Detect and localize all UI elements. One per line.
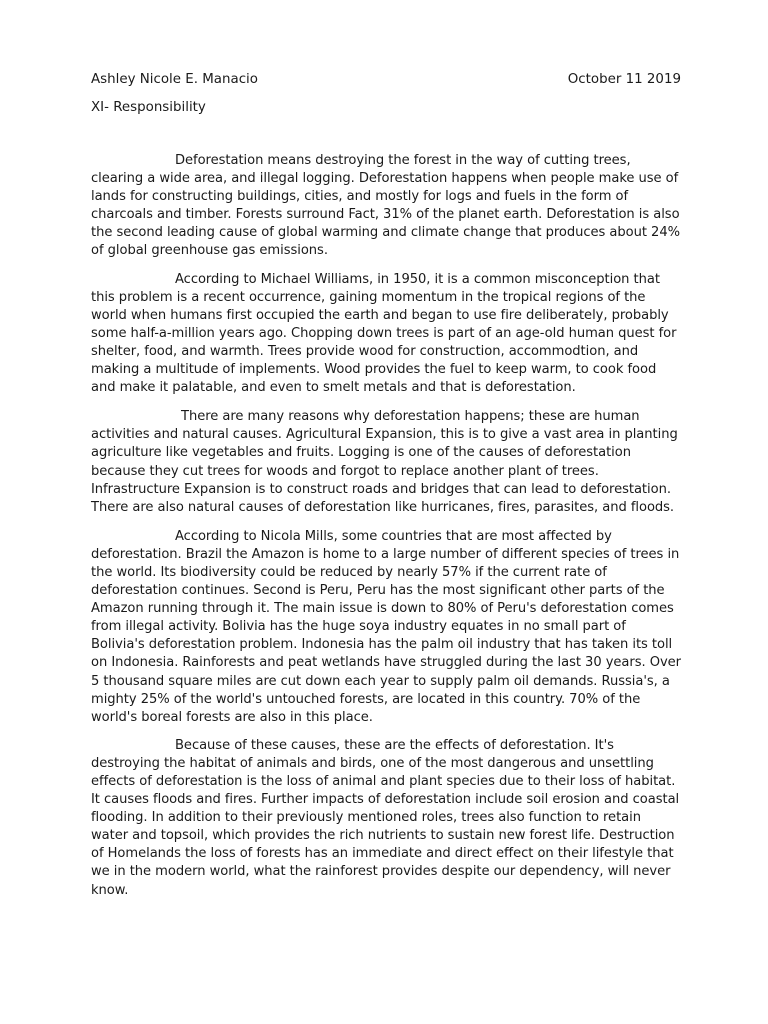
paragraph-definition: Deforestation means destroying the forest in the way of cutting trees, clearing a wide area, and illegal logging. Deforestation happens when people make use of lands for constructing buildings, cities, and mostly for logs and fuels in the form of charcoals and timber. Forests surround Fact, 31% of the planet earth. Deforestation is also the second leading cause of global warming and climate change that produces about 24% of global greenhouse gas emissions.	[91, 153, 681, 259]
section-label: XI- Responsibility	[91, 100, 206, 115]
header-row	[91, 70, 681, 90]
author-name: Ashley Nicole E. Manacio	[91, 72, 258, 87]
essay-page	[91, 70, 681, 900]
paragraph-effects: Because of these causes, these are the effects of deforestation. It's destroying the habitat of animals and birds, one of the most dangerous and unsettling effects of deforestation is the loss of animal and plant species due to their loss of habitat. It causes floods and fires. Further impacts of deforestation include soil erosion and coastal flooding. In addition to their previously mentioned roles, trees also function to retain water and topsoil, which provides the rich nutrients to sustain new forest life. Destruction of Homelands the loss of forests has an immediate and direct effect on their lifestyle that we in the modern world, what the rainforest provides despite our dependency, will never know.	[91, 737, 680, 898]
paragraph-history: According to Michael Williams, in 1950, it is a common misconception that this problem is a recent occurrence, gaining momentum in the tropical regions of the world when humans first occupied the earth and began to use fire deliberately, probably some half-a-million years ago. Chopping down trees is part of an age-old human quest for shelter, food, and warmth. Trees provide wood for construction, accommodtion, and making a multitude of implements. Wood provides the fuel to keep warm, to cook food and make it palatable, and even to smelt metals and that is deforestation.	[91, 271, 677, 396]
essay-date: October 11 2019	[567, 72, 681, 87]
paragraph-causes: There are many reasons why deforestation happens; these are human activities and natural causes. Agricultural Expansion, this is to give a vast area in planting agriculture like vegetables and fruits. Logging is one of the causes of deforestation because they cut trees for woods and forgot to replace another plant of trees. Infrastructure Expansion is to construct roads and bridges that can lead to deforestation. There are also natural causes of deforestation like hurricanes, fires, parasites, and floods.	[91, 409, 678, 515]
paragraph-countries: According to Nicola Mills, some countries that are most affected by deforestation. Brazil the Amazon is home to a large number of different species of trees in the world. Its biodiversity could be reduced by nearly 57% if the current rate of deforestation continues. Second is Peru, Peru has the most significant other parts of the Amazon running through it. The main issue is down to 80% of Peru's deforestation comes from illegal activity. Bolivia has the huge soya industry equates in no small part of Bolivia's deforestation problem. Indonesia has the palm oil industry that has taken its toll on Indonesia. Rainforests and peat wetlands have struggled during the last 30 years. Over 5 thousand square miles are cut down each year to supply palm oil demands. Russia's, a mighty 25% of the world's untouched forests, are located in this country. 70% of the world's boreal forests are also in this place.	[91, 528, 682, 725]
